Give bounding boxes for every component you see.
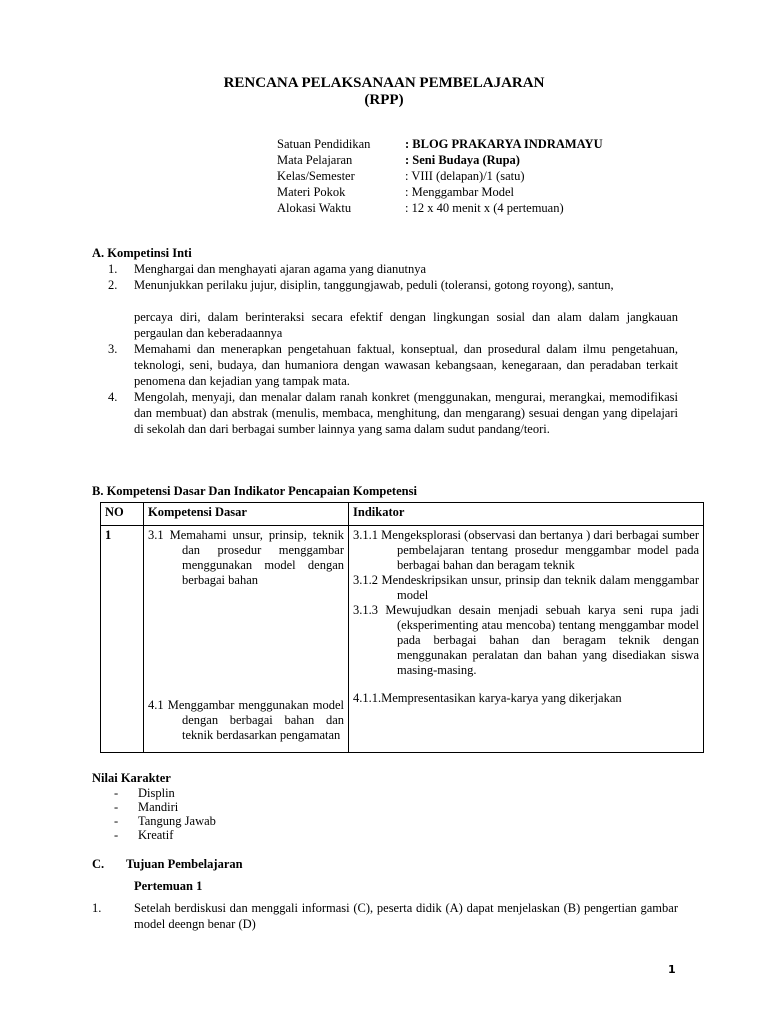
section-heading: B. Kompetensi Dasar Dan Indikator Pencapaian Kompetensi <box>92 484 417 498</box>
indicator-item: 3.1.1 Mengeksplorasi (observasi dan bertanya ) dari berbagai sumber pembelajaran tentang prosedur menggambar model pada berbagai bahan dan beragam teknik <box>353 528 699 572</box>
indicator-item: 4.1.1.Mempresentasikan karya-karya yang dikerjakan <box>353 691 622 705</box>
list-item: Setelah berdiskusi dan menggali informasi (C), peserta didik (A) dapat menjelaskan (B) pengertian gambar model deengn benar (D) <box>134 901 678 931</box>
bullet-dash: - <box>114 828 119 842</box>
column-header: NO <box>101 503 144 526</box>
column-header: Indikator <box>349 503 704 526</box>
list-item: percaya diri, dalam berinteraksi secara efektif dengan lingkungan sosial dan alam dalam jangkauan pergaulan dan keberadaannya <box>134 310 678 340</box>
list-number: 1. <box>92 901 102 915</box>
list-item: Kreatif <box>138 828 174 842</box>
table-header-row <box>101 503 704 526</box>
bullet-dash: - <box>114 786 119 800</box>
competency-table <box>100 502 704 753</box>
meta-label: Materi Pokok <box>277 185 346 199</box>
meta-label: Alokasi Waktu <box>277 201 352 215</box>
document-title: RENCANA PELAKSANAAN PEMBELAJARAN <box>223 75 545 91</box>
list-number: 4. <box>108 390 118 404</box>
competency-item: 3.1 Memahami unsur, prinsip, teknik dan prosedur menggambar menggunakan model dengan berbagai bahan <box>148 528 344 587</box>
meta-label: Mata Pelajaran <box>277 153 353 167</box>
indicator-item: 3.1.3 Mewujudkan desain menjadi sebuah karya seni rupa jadi (eksperimenting atau mencoba) tentang menggambar model pada berbagai bahan dan beragam teknik dengan menggunakan peralatan dan bahan yang disediakan siswa masing-masing. <box>353 603 699 677</box>
row-number: 1 <box>101 526 144 753</box>
section-heading: Tujuan Pembelajaran <box>126 857 243 871</box>
meta-value: : Menggambar Model <box>405 185 515 199</box>
list-item: Menunjukkan perilaku jujur, disiplin, tanggungjawab, peduli (toleransi, gotong royong), santun, <box>134 278 614 292</box>
competency-cell <box>144 526 349 753</box>
indicator-item: 3.1.2 Mendeskripsikan unsur, prinsip dan teknik dalam menggambar model <box>353 573 699 602</box>
meta-label: Satuan Pendidikan <box>277 137 371 151</box>
section-heading: A. Kompetinsi Inti <box>92 246 192 260</box>
bullet-dash: - <box>114 814 119 828</box>
list-item: Displin <box>138 786 175 800</box>
meta-value: : VIII (delapan)/1 (satu) <box>405 169 525 183</box>
bullet-dash: - <box>114 800 119 814</box>
indicator-cell <box>349 526 704 753</box>
list-number: 1. <box>108 262 118 276</box>
list-item: Mengolah, menyaji, dan menalar dalam ranah konkret (menggunakan, mengurai, merangkai, memodifikasi dan membuat) dan abstrak (menulis, membaca, menghitung, dan mengarang) sesuai dengan yang dipelajari di sekolah dan dari berbagai sumber lainnya yang sama dalam sudut pandang/teori. <box>134 390 678 436</box>
section-label: C. <box>92 857 105 871</box>
document-subtitle: (RPP) <box>364 92 404 108</box>
page-number: 1 <box>668 963 676 976</box>
section-heading: Nilai Karakter <box>92 771 171 785</box>
list-number: 3. <box>108 342 118 356</box>
meta-label: Kelas/Semester <box>277 169 355 183</box>
list-item: Memahami dan menerapkan pengetahuan faktual, konseptual, dan prosedural dalam ilmu pengetahuan, teknologi, seni, budaya, dan humaniora dengan wawasan kebangsaan, kenegaraan, dan peradaban terkait penomena dan kejadian yang tampak mata. <box>134 342 678 388</box>
meta-value: : BLOG PRAKARYA INDRAMAYU <box>405 137 603 151</box>
competency-item: 4.1 Menggambar menggunakan model dengan berbagai bahan dan teknik berdasarkan pengamatan <box>148 698 344 742</box>
subsection-heading: Pertemuan 1 <box>134 879 203 893</box>
meta-value: : Seni Budaya (Rupa) <box>405 153 520 167</box>
list-item: Menghargai dan menghayati ajaran agama yang dianutnya <box>134 262 427 276</box>
table-row <box>101 526 704 753</box>
column-header: Kompetensi Dasar <box>144 503 349 526</box>
list-item: Tangung Jawab <box>138 814 216 828</box>
list-number: 2. <box>108 278 118 292</box>
meta-value: : 12 x 40 menit x (4 pertemuan) <box>405 201 564 215</box>
list-item: Mandiri <box>138 800 179 814</box>
